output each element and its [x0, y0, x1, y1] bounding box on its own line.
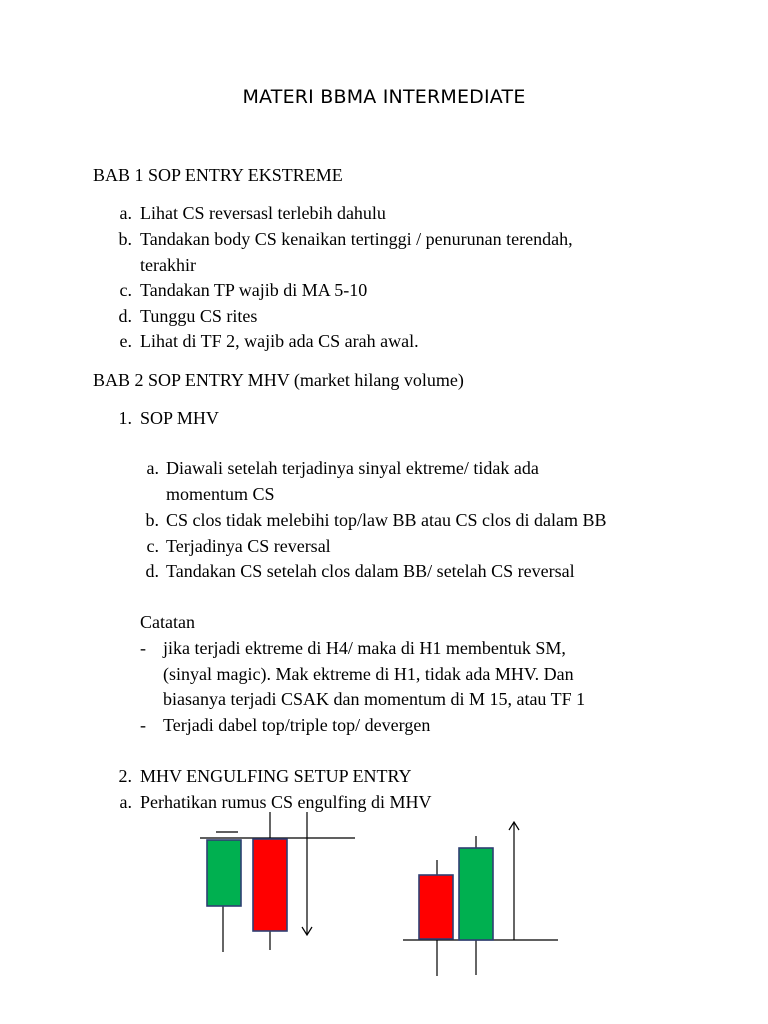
- list-item-text: Tandakan CS setelah clos dalam BB/ setelah CS reversal: [166, 561, 575, 581]
- list-marker: -: [140, 715, 146, 735]
- document-title: MATERI BBMA INTERMEDIATE: [242, 86, 526, 108]
- list-item-text: biasanya terjadi CSAK dan momentum di M 15, atau TF 1: [163, 689, 586, 709]
- section-number: 1.: [118, 408, 132, 428]
- list-item-text: Perhatikan rumus CS engulfing di MHV: [140, 792, 432, 812]
- bab2-heading: BAB 2 SOP ENTRY MHV (market hilang volume): [93, 370, 464, 390]
- list-item-text: Lihat di TF 2, wajib ada CS arah awal.: [140, 331, 419, 351]
- bullish-candle: [459, 848, 493, 940]
- list-marker: a.: [146, 458, 159, 478]
- list-item-text: Tandakan TP wajib di MA 5-10: [140, 280, 368, 300]
- section-title: MHV ENGULFING SETUP ENTRY: [140, 766, 412, 786]
- bearish-engulfing-group: [200, 812, 355, 952]
- list-item-text: momentum CS: [166, 484, 275, 504]
- list-item-text: Tunggu CS rites: [140, 306, 258, 326]
- list-item-text: Lihat CS reversasl terlebih dahulu: [140, 203, 386, 223]
- bullish-candle: [207, 840, 241, 906]
- list-item-text: Diawali setelah terjadinya sinyal ektreme/ tidak ada: [166, 458, 539, 478]
- bab1-heading: BAB 1 SOP ENTRY EKSTREME: [93, 165, 343, 185]
- section-number: 2.: [118, 766, 132, 786]
- list-item-text: jika terjadi ektreme di H4/ maka di H1 membentuk SM,: [163, 638, 566, 658]
- list-marker: b.: [145, 510, 159, 530]
- list-marker: b.: [118, 229, 132, 249]
- list-item-text: CS clos tidak melebihi top/law BB atau CS clos di dalam BB: [166, 510, 607, 530]
- list-item-text: Terjadi dabel top/triple top/ devergen: [163, 715, 431, 735]
- section-title: SOP MHV: [140, 408, 219, 428]
- list-item-text: Terjadinya CS reversal: [166, 536, 331, 556]
- list-item-text: Tandakan body CS kenaikan tertinggi / penurunan terendah,: [140, 229, 573, 249]
- list-marker: e.: [119, 331, 132, 351]
- notes-label: Catatan: [140, 612, 195, 632]
- bullish-engulfing-group: [403, 822, 558, 976]
- list-marker: c.: [146, 536, 159, 556]
- bearish-candle: [253, 839, 287, 931]
- candlestick-diagram: [0, 800, 768, 1000]
- list-marker: a.: [119, 203, 132, 223]
- list-marker: d.: [118, 306, 132, 326]
- list-marker: a.: [119, 792, 132, 812]
- list-item-text: (sinyal magic). Mak ektreme di H1, tidak ada MHV. Dan: [163, 664, 574, 684]
- list-marker: d.: [145, 561, 159, 581]
- list-marker: -: [140, 638, 146, 658]
- list-item-text: terakhir: [140, 255, 196, 275]
- list-marker: c.: [119, 280, 132, 300]
- bearish-candle: [419, 875, 453, 939]
